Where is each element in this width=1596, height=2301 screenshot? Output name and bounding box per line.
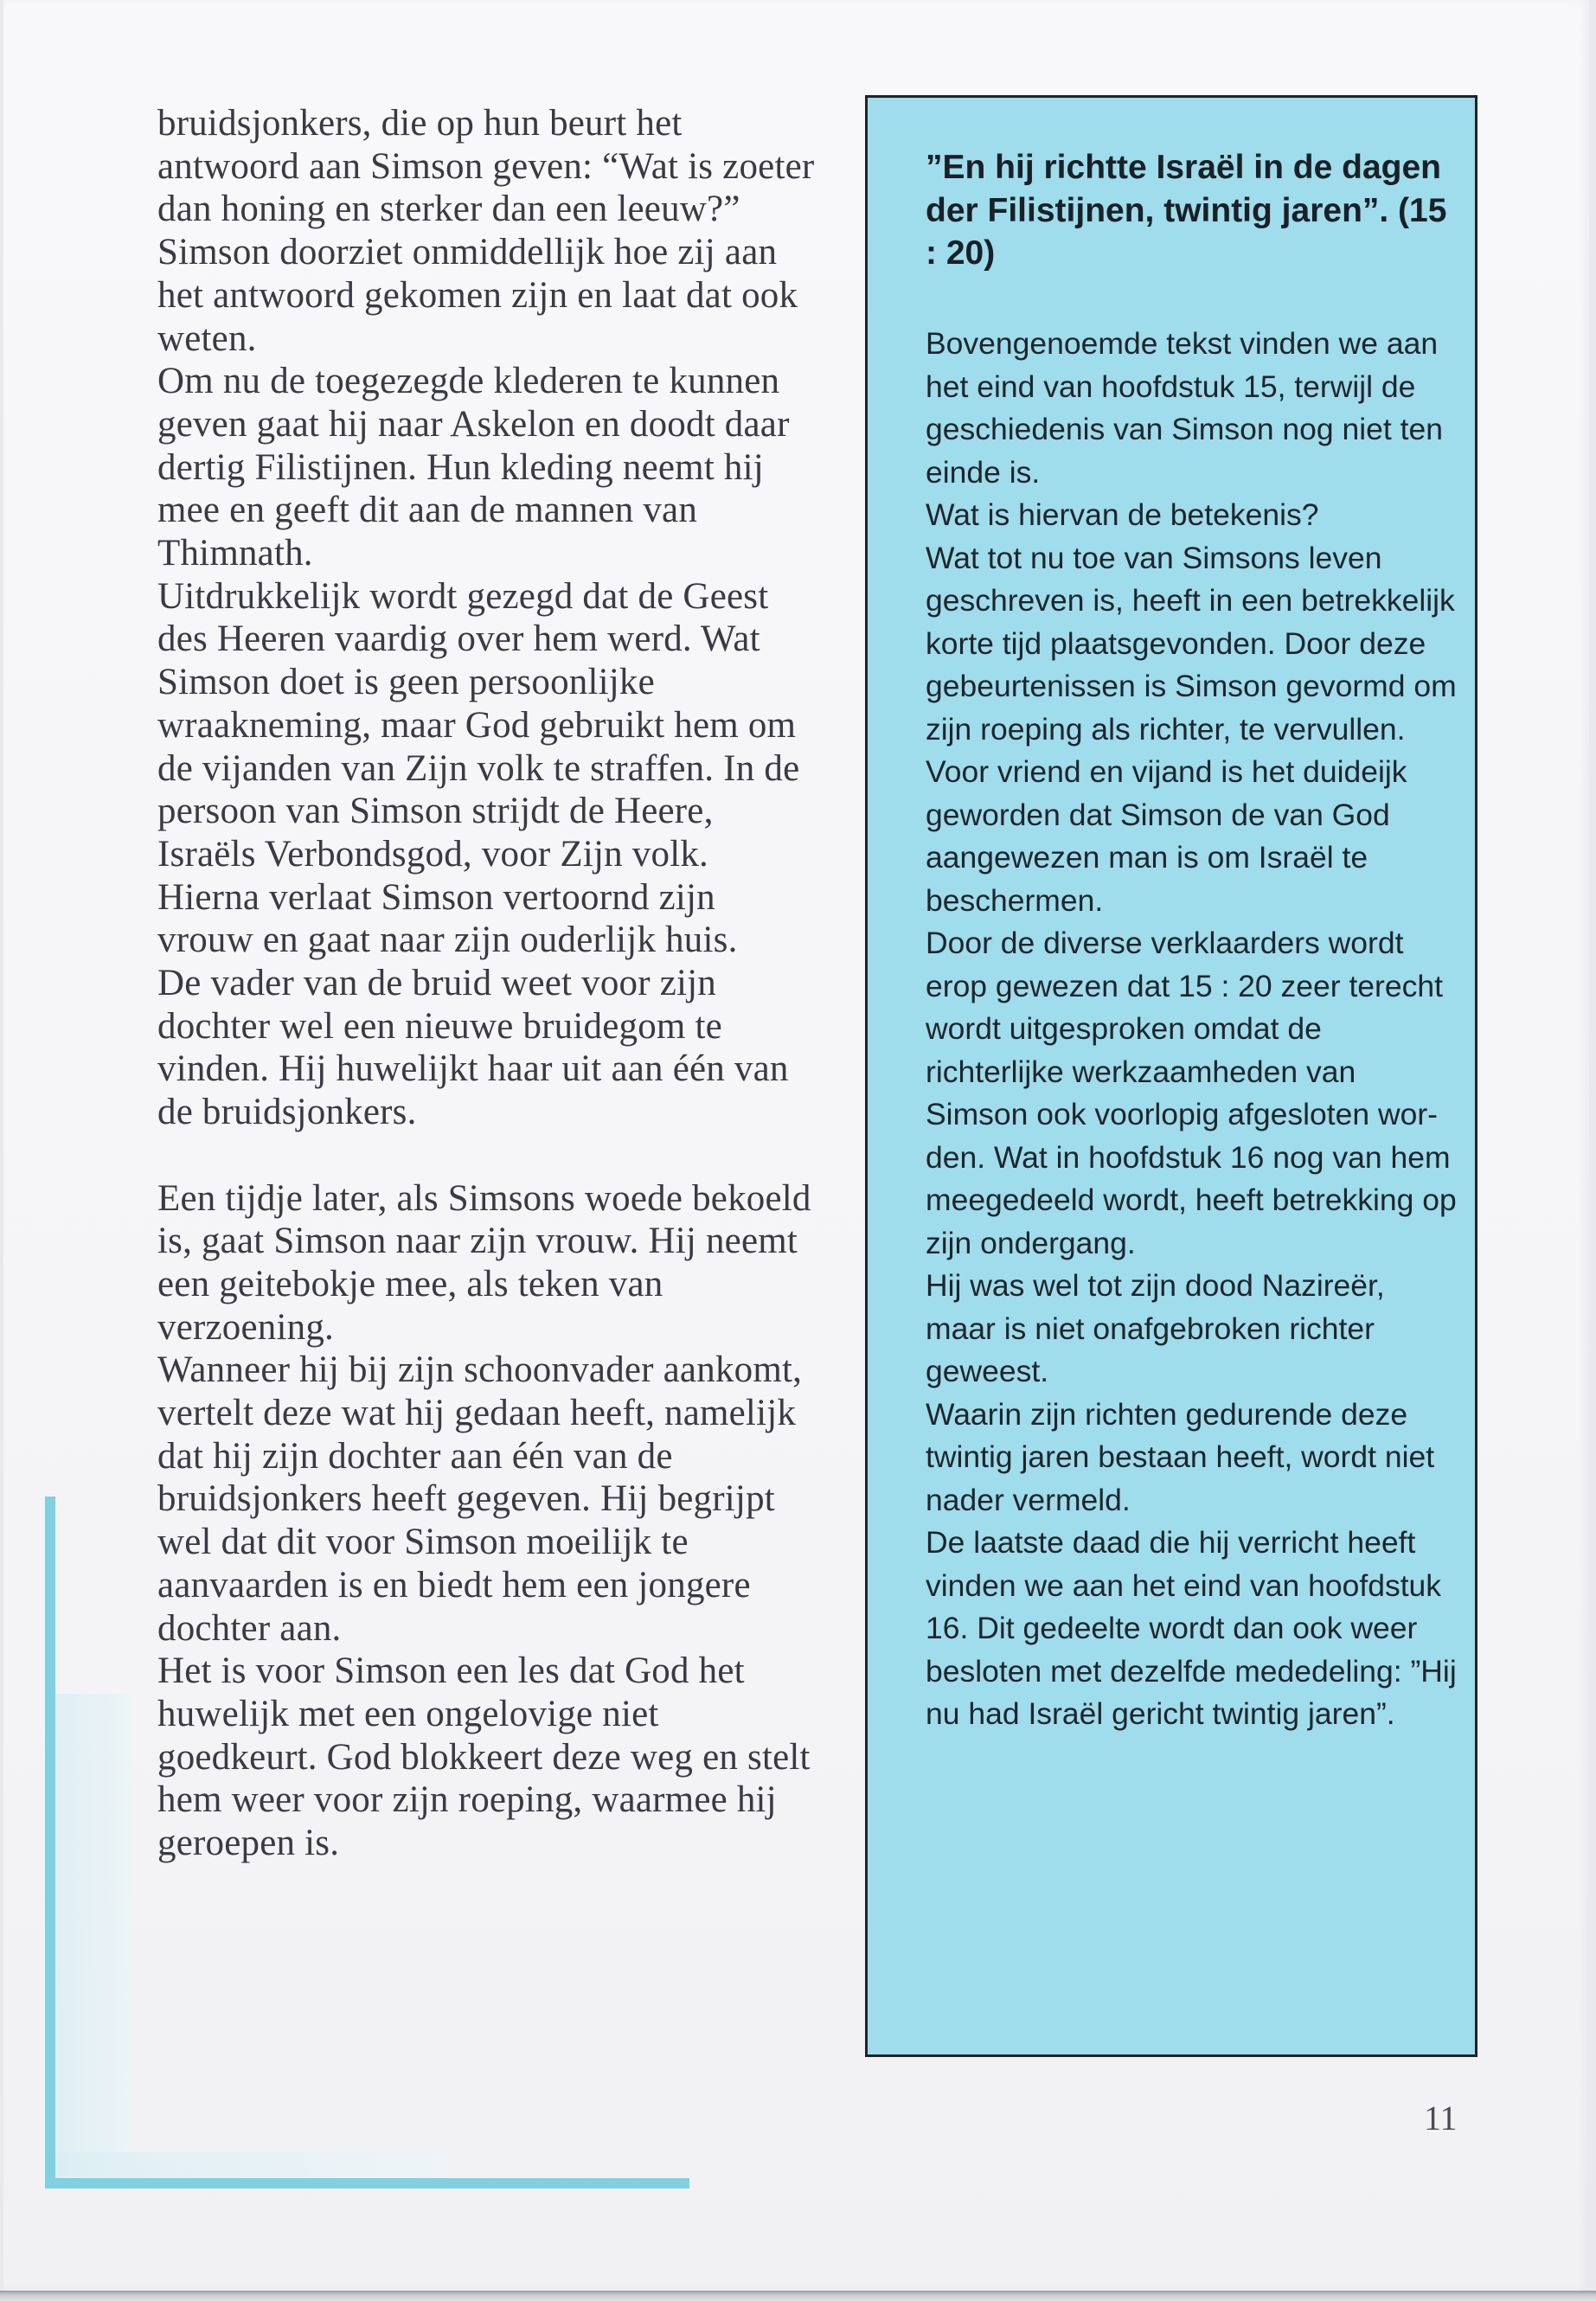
body-paragraph: De vader van de bruid weet voor zijn dochter wel een nieuwe bruidegom te vinden. Hij huwelijkt haar uit aan één van de bruidsjonkers. — [157, 963, 789, 1133]
body-paragraph: Wanneer hij bij zijn schoonvader aankomt, vertelt deze wat hij gedaan heeft, namelijk dat hij zijn dochter aan één van de bruidsjonkers heeft gegeven. Hij begrijpt wel dat dit voor Simson moeilijk te aanvaarden is en biedt hem een jongere dochter aan. — [157, 1349, 803, 1649]
body-paragraph: Om nu de toegezegde klederen te kunnen geven gaat hij naar Askelon en doodt daar dertig Filistijnen. Hun kleding neemt hij mee en geeft dit aan de mannen van Thimnath. — [157, 361, 790, 574]
body-paragraph: Een tijdje later, als Simsons woede bekoeld is, gaat Simson naar zijn vrouw. Hij neemt een geitebokje mee, als teken van verzoening. — [157, 1177, 811, 1348]
body-paragraph: Simson doorziet onmiddellijk hoe zij aan het antwoord gekomen zijn en laat dat ook weten. — [157, 232, 798, 359]
decorative-vertical-bar — [45, 1497, 55, 2189]
callout-box — [865, 95, 1477, 2057]
callout-paragraph: Wat tot nu toe van Simsons leven geschreven is, heeft in een betrekkelijk korte tijd plaatsgevonden. Door deze gebeurtenissen is Simson gevormd om zijn roeping als richter, te vervullen. — [926, 540, 1457, 747]
body-paragraph: Het is voor Simson een les dat God het huwelijk met een ongelovige niet goedkeurt. God blokkeert deze weg en stelt hem weer voor zijn roeping, waarmee hij geroepen is. — [157, 1650, 811, 1864]
page-number: 11 — [1424, 2099, 1458, 2138]
decorative-light-block — [55, 1694, 130, 2178]
callout-paragraph: Door de diverse verklaarders wordt erop gewezen dat 15 : 20 zeer terecht wordt uitgesproken omdat de richterlijke werkzaamheden van Simson ook voorlopig afgesloten worden. Wat in hoofdstuk 16 nog van hem meegedeeld wordt, heeft betrekking op zijn ondergang. — [926, 926, 1457, 1260]
decorative-light-strip — [55, 2152, 449, 2178]
callout-body — [926, 323, 1462, 1736]
callout-heading: ”En hij richtte Israël in de dagen der Filistijnen, twintig jaren”. (15 : 20) — [926, 149, 1447, 272]
decorative-horizontal-bar — [45, 2178, 689, 2189]
body-paragraph: Uitdrukkelijk wordt gezegd dat de Geest des Heeren vaardig over hem werd. Wat Simson doet is geen persoonlijke wraakneming, maar God gebruikt hem om de vijanden van Zijn volk te straffen. In de persoon van Simson strijdt de Heere, Israëls Verbondsgod, voor Zijn volk. — [157, 575, 800, 875]
callout-paragraph: Waarin zijn richten gedurende deze twintig jaren bestaan heeft, wordt niet nader vermeld. — [926, 1396, 1435, 1517]
page-bottom-edge — [0, 2291, 1596, 2301]
body-paragraph: bruidsjonkers, die op hun beurt het antwoord aan Simson geven: “Wat is zoeter dan honing en sterker dan een leeuw?” — [157, 103, 815, 230]
callout-paragraph: Voor vriend en vijand is het duideijk geworden dat Simson de van God aangewezen man is om Israël te beschermen. — [926, 754, 1407, 918]
callout-paragraph: Bovengenoemde tekst vinden we aan het eind van hoofdstuk 15, terwijl de geschiedenis van Simson nog niet ten einde is. — [926, 326, 1443, 490]
page — [3, 0, 1589, 2291]
main-text-column — [157, 102, 815, 1865]
callout-paragraph: Hij was wel tot zijn dood Nazireër, maar is niet onafgebroken richter geweest. — [926, 1268, 1385, 1388]
body-paragraph: Hierna verlaat Simson vertoornd zijn vrouw en gaat naar zijn ouderlijk huis. — [157, 876, 738, 961]
paragraph-spacer — [157, 1134, 815, 1177]
callout-paragraph: De laatste daad die hij verricht heeft vinden we aan het eind van hoofdstuk 16. Dit gedeelte wordt dan ook weer besloten met dezelfde mededeling: ”Hij nu had Israël gericht twintig jaren”. — [926, 1525, 1457, 1731]
callout-paragraph: Wat is hiervan de betekenis? — [926, 497, 1319, 532]
